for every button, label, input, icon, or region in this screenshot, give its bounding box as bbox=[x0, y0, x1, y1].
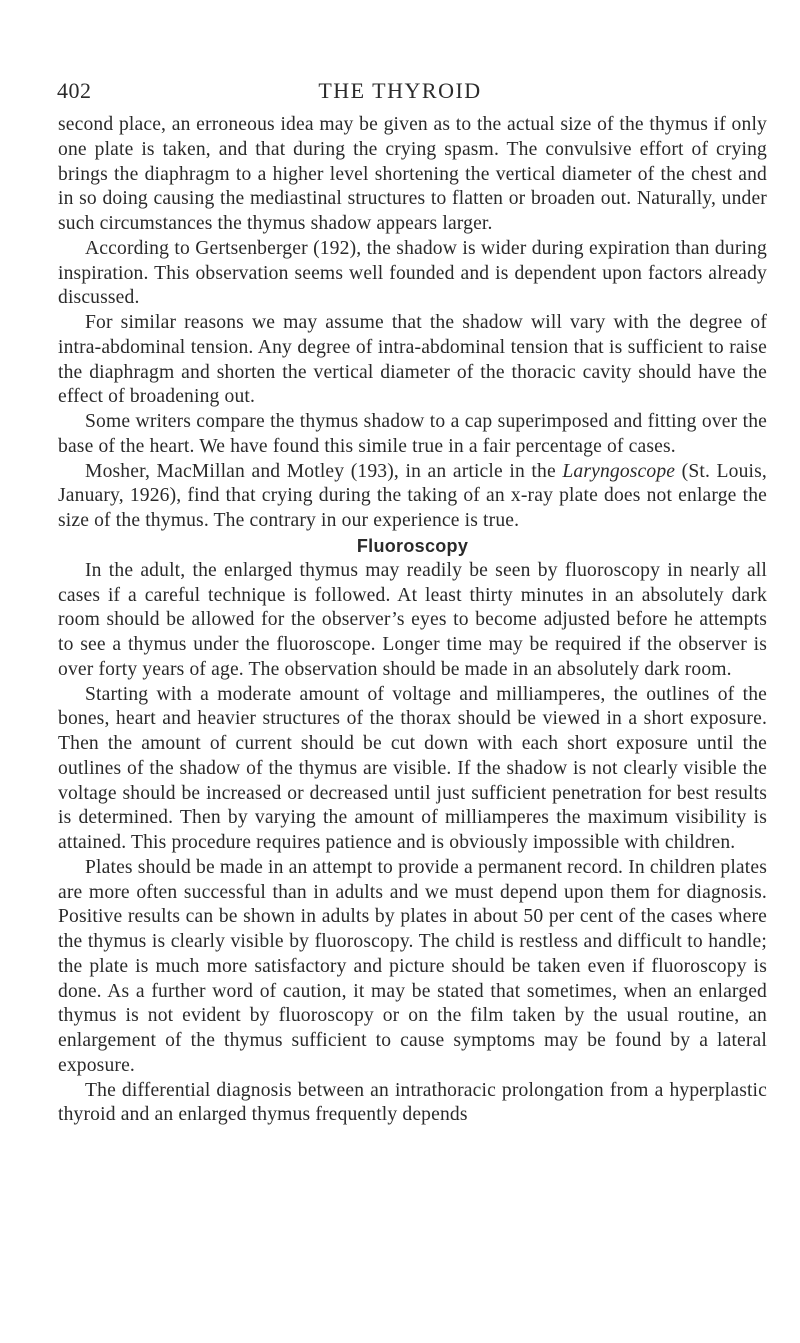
paragraph: Some writers compare the thymus shadow to a cap superimposed and fitting over the base of the heart. We have found this simile true in a fair percentage of cases. bbox=[58, 411, 767, 457]
running-title: THE THYROID bbox=[318, 78, 482, 103]
paragraph: second place, an erroneous idea may be given as to the actual size of the thymus if only one plate is taken, and that during the crying spasm. The convulsive effort of crying brings the diaphragm to a higher level shortening the vertical diameter of the chest and in so doing causing the mediastinal structures to flatten or broaden out. Naturally, under such circumstances the thymus shadow appears larger. bbox=[58, 114, 767, 234]
section-heading: Fluoroscopy bbox=[356, 535, 469, 556]
paragraph: According to Gertsenberger (192), the shadow is wider during expiration than during inspiration. This observation seems well founded and is dependent upon factors already discussed. bbox=[58, 237, 767, 309]
paragraph: Starting with a moderate amount of voltage and milliamperes, the outlines of the bones, heart and heavier structures of the thorax should be viewed in a short exposure. Then the amount of current should be cut down with each short exposure until the outlines of the shadow of the thymus are visible. If the shadow is not clearly visible the voltage should be increased or decreased until just sufficient penetration for best results is determined. Then by varying the amount of milliamperes the maximum visibility is attained. This procedure requires patience and is obviously impossible with children. bbox=[58, 683, 767, 853]
body-text bbox=[58, 113, 767, 1128]
paragraph-text: (St. Louis, January, 1926), find that crying during the taking of an x-ray plate does not enlarge the size of the thymus. The contrary in our experience is true. bbox=[58, 460, 767, 531]
paragraph-text: Mosher, MacMillan and Motley (193), in an article in the bbox=[85, 460, 563, 482]
journal-title: Laryngoscope bbox=[562, 460, 676, 482]
paragraph: For similar reasons we may assume that the shadow will vary with the degree of intra-abdominal tension. Any degree of intra-abdominal tension that is sufficient to raise the diaphragm and shorten the vertical diameter of the thoracic cavity should have the effect of broadening out. bbox=[58, 312, 767, 408]
paragraph: In the adult, the enlarged thymus may readily be seen by fluoroscopy in nearly all cases if a careful technique is followed. At least thirty minutes in an absolutely dark room should be allowed for the observer’s eyes to become adjusted before he attempts to see a thymus under the fluoroscope. Longer time may be required if the observer is over forty years of age. The observation should be made in an absolutely dark room. bbox=[58, 559, 767, 680]
mosher-paragraph bbox=[58, 460, 767, 534]
paragraph: The differential diagnosis between an intrathoracic prolongation from a hyperplastic thyroid and an enlarged thymus frequently depends bbox=[58, 1079, 767, 1126]
page-number: 402 bbox=[57, 78, 92, 103]
running-head bbox=[0, 78, 800, 108]
paragraph: Plates should be made in an attempt to provide a permanent record. In children plates are more often successful than in adults and we must depend upon them for diagnosis. Positive results can be shown in adults by plates in about 50 per cent of the cases where the thymus is clearly visible by fluoroscopy. The child is restless and difficult to handle; the plate is much more satisfactory and picture should be taken even if fluoroscopy is done. As a further word of caution, it may be stated that sometimes, when an enlarged thymus is not evident by fluoroscopy or on the film taken by the usual routine, an enlargement of the thymus sufficient to cause symptoms may be found by a lateral exposure. bbox=[58, 856, 767, 1076]
